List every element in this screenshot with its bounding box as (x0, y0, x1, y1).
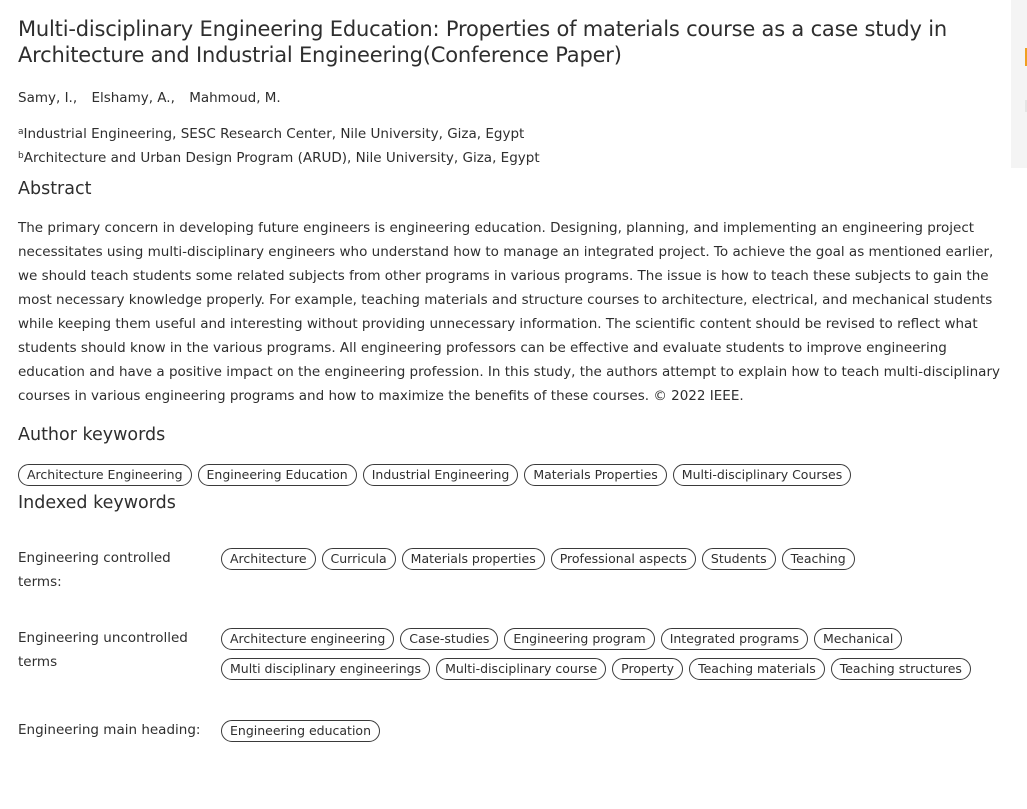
indexed-keywords-heading: Indexed keywords (18, 493, 176, 513)
keyword-chip[interactable]: Teaching materials (689, 658, 825, 680)
keyword-chip[interactable]: Students (702, 548, 776, 570)
author-link[interactable]: Mahmoud, M. (189, 90, 281, 106)
main-heading-label: Engineering main heading: (18, 722, 201, 738)
abstract-heading: Abstract (18, 179, 92, 199)
keyword-chip[interactable]: Multi-disciplinary course (436, 658, 606, 680)
keyword-chip[interactable]: Materials properties (402, 548, 545, 570)
keyword-chip[interactable]: Teaching (782, 548, 855, 570)
affiliation-marker: b (18, 151, 24, 161)
keyword-chip[interactable]: Case-studies (400, 628, 498, 650)
author-keywords-list (18, 464, 851, 486)
abstract-text: The primary concern in developing future engineers is engineering education. Designing, planning, and implementing an engineering project necessitates using multi-disciplinary engineers who understand how to manage an integrated project. To achieve the goal as mentioned earlier, we should teach students some related subjects from other programs in various programs. The issue is how to teach these subjects to gain the most necessary knowledge properly. For example, teaching materials and structure courses to architecture, electrical, and mechanical students while keeping them useful and interesting without providing unnecessary information. The scientific content should be revised to reflect what students should know in the various programs. All engineering professors can be effective and evaluate students to improve engineering education and have a positive impact on the engineering profession. In this study, the authors attempt to explain how to teach multi-disciplinary courses in various engineering programs and how to maximize the benefits of these courses. © 2022 IEEE. (18, 220, 1000, 404)
keyword-chip[interactable]: Multi disciplinary engineerings (221, 658, 430, 680)
keyword-chip[interactable]: Engineering education (221, 720, 380, 742)
side-scroll-panel (1011, 0, 1027, 168)
keyword-chip[interactable]: Property (612, 658, 683, 680)
keyword-chip[interactable]: Curricula (322, 548, 396, 570)
main-heading-list (221, 720, 380, 742)
document-title: Multi-disciplinary Engineering Education: Properties of materials course as a case study in Architecture and Industrial Engineering(Conference Paper) (18, 17, 947, 67)
keyword-chip[interactable]: Teaching structures (831, 658, 971, 680)
affiliation-marker: a (18, 127, 24, 137)
uncontrolled-terms-row-2 (221, 658, 971, 680)
affiliation (18, 146, 540, 168)
author-link[interactable]: Samy, I., (18, 90, 78, 106)
affiliation (18, 122, 524, 144)
controlled-terms-list (221, 548, 855, 570)
keyword-chip[interactable]: Engineering program (504, 628, 654, 650)
keyword-chip[interactable]: Architecture engineering (221, 628, 394, 650)
controlled-terms-label: Engineering controlled terms: (18, 550, 171, 590)
uncontrolled-terms-row-1 (221, 628, 902, 650)
keyword-chip[interactable]: Integrated programs (661, 628, 808, 650)
keyword-chip[interactable]: Mechanical (814, 628, 902, 650)
keyword-chip[interactable]: Architecture (221, 548, 316, 570)
keyword-chip[interactable]: Architecture Engineering (18, 464, 192, 486)
keyword-chip[interactable]: Materials Properties (524, 464, 666, 486)
keyword-chip[interactable]: Industrial Engineering (363, 464, 519, 486)
uncontrolled-terms-label: Engineering uncontrolled terms (18, 630, 188, 670)
affiliation-text: Industrial Engineering, SESC Research Center, Nile University, Giza, Egypt (23, 126, 525, 142)
keyword-chip[interactable]: Engineering Education (198, 464, 357, 486)
keyword-chip[interactable]: Professional aspects (551, 548, 696, 570)
affiliation-text: Architecture and Urban Design Program (ARUD), Nile University, Giza, Egypt (23, 150, 540, 166)
author-link[interactable]: Elshamy, A., (91, 90, 175, 106)
author-keywords-heading: Author keywords (18, 425, 166, 445)
keyword-chip[interactable]: Multi-disciplinary Courses (673, 464, 851, 486)
author-list (18, 88, 291, 108)
